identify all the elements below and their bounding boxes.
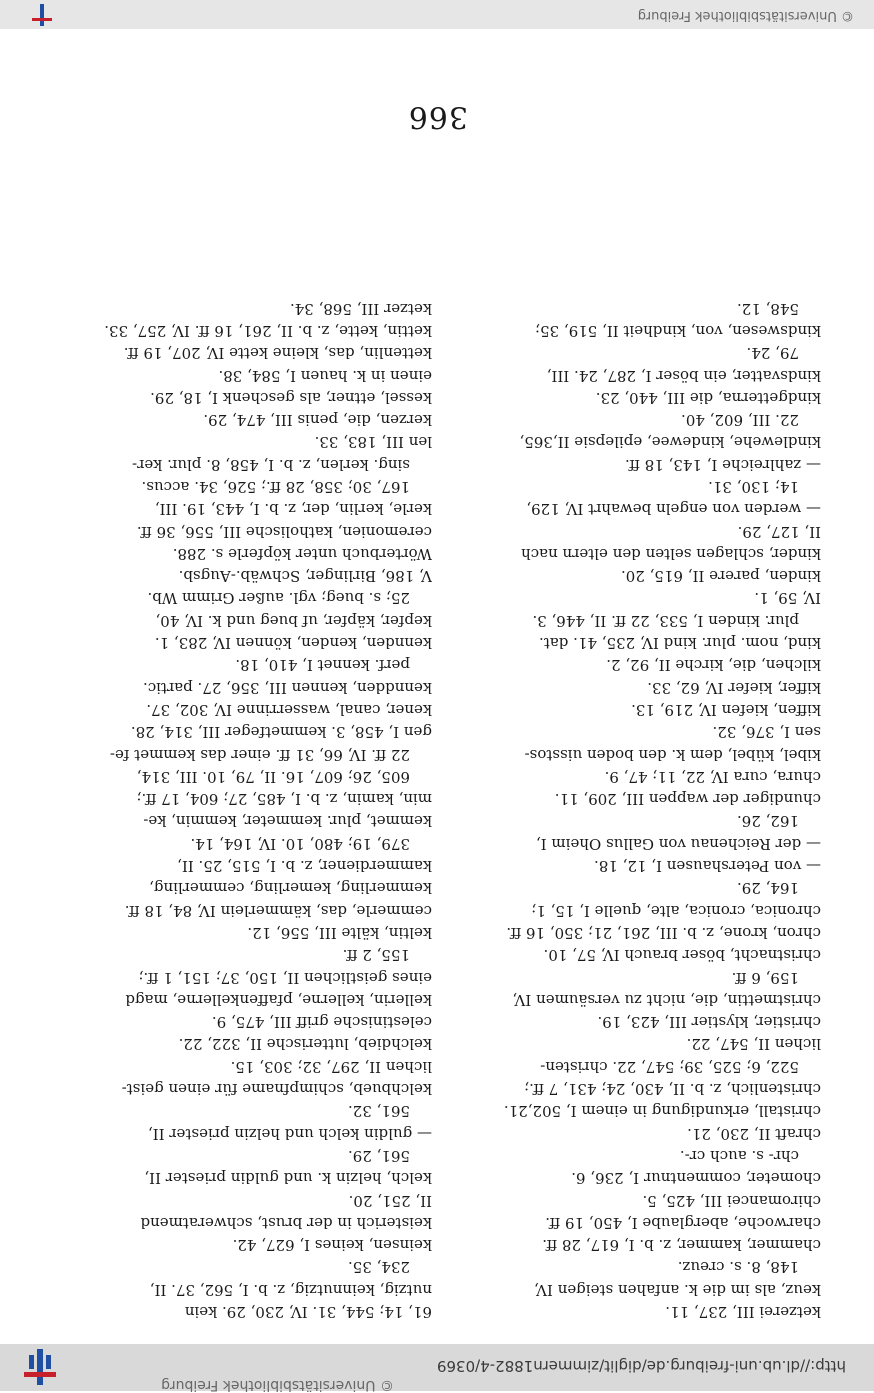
index-entry-line: kindlewehe, kindewee, epilepsie II,365, (519, 433, 821, 452)
index-entry-line: IV, 59, 1. (754, 589, 821, 608)
index-entry-line: 79, 24. (746, 344, 799, 363)
index-entry-line: chura, cura IV, 22, 11; 47, 9. (604, 767, 821, 786)
page-number: 366 (407, 99, 468, 134)
index-entry-line: sing. kerlen, z. b. I, 458, 8. plur. ker- (132, 455, 410, 474)
index-entry-line: kemmet, plur. kemmeter, kemmin, ke- (143, 812, 432, 831)
index-entry-line: kiffer, kiefer IV, 62, 33. (647, 678, 821, 697)
index-entry-line: perf. kennet I, 410, 18. (235, 656, 410, 675)
index-entry-line: kellerin, kellerne, pfaffenkellerne, magd (125, 990, 432, 1009)
index-entry-line: chammer, kammer, z. b. I, 617, 28 ff. (542, 1236, 821, 1255)
index-entry-line: kemmerling, kemerling, cemmerling, (149, 879, 432, 898)
index-entry-line: lichen II, 297, 32; 303, 15. (230, 1057, 432, 1076)
index-entry-line: kilchen, die, kirche II, 92, 2. (606, 656, 821, 675)
index-entry-line: 164, 29. (736, 879, 799, 898)
index-entry-line: kessel, ettner, als geschenk I, 18, 29. (150, 388, 432, 407)
index-entry-line: kammerdiener, z. b. I, 515, 25. II, (177, 857, 432, 876)
index-entry-line: kindsvatter, ein böser I, 287, 24. III, (546, 366, 821, 385)
index-entry-line: chundiger der wappen III, 209, 11. (554, 790, 821, 809)
index-entry-line: gen I, 458, 3. kemmetfeger III, 314, 28. (130, 723, 432, 742)
index-entry-line: Wörterbuch unter köpferle s. 288. (172, 544, 432, 563)
index-entry-line: 148, 8. s. creuz. (677, 1258, 799, 1277)
index-entry-line: 14; 130, 31. (708, 478, 799, 497)
index-entry-line: kettenlin, das, kleine kette IV, 207, 19 ff. (123, 344, 432, 363)
index-entry-line: christmettin, die, nicht zu versäumen IV, (512, 990, 821, 1009)
index-entry-line: chometer, commentnur I, 236, 6. (571, 1169, 821, 1188)
index-entry-line: — zahlreiche I, 143, 18 ff. (625, 455, 821, 474)
index-entry-line: — werden von engeln bewahrt IV, 129, (526, 500, 821, 519)
library-logo-icon (20, 1347, 60, 1387)
index-entry-line: lichen II, 547, 22. (686, 1035, 821, 1054)
copyright-notice: © Universitätsbibliothek Freiburg (161, 1377, 394, 1393)
index-entry-line: kepfer, käpfer, uf bueg und k. IV, 40, (155, 611, 432, 630)
index-entry-line: nutzig, keinnutzig, z. b. I, 562, 37. II, (149, 1280, 432, 1299)
index-entry-line: 155, 2 ff. (342, 946, 410, 965)
index-entry-line: V, 186, Birlinger, Schwäb.-Augsb. (178, 567, 432, 586)
index-entry-line: eines geistlichen II, 150, 37; 151, 1 ff.; (138, 968, 432, 987)
index-entry-line: kerzen, die, penis III, 474, 29. (203, 411, 432, 430)
index-entry-line: sen I, 376, 32. (712, 723, 821, 742)
index-entry-line: chronica, cronica, alte, quelle I, 15, 1; (531, 901, 821, 920)
index-entry-line: christenlich, z. b. II, 430, 24; 431, 7 ff.; (524, 1080, 821, 1099)
index-entry-line: chr- s. auch cr-. (679, 1146, 799, 1165)
index-column-left (436, 297, 821, 1323)
index-entry-line: 159, 6 ff. (731, 968, 799, 987)
index-entry-line: 522, 6; 525, 39; 547, 22. christen- (540, 1057, 799, 1076)
index-entry-line: 162, 26. (736, 812, 799, 831)
index-entry-line: kindgetterna, die III, 440, 23. (595, 388, 821, 407)
index-entry-line: cemmerle, das, kämmerlein IV, 84, 18 ff. (124, 901, 432, 920)
index-entry-line: 61, 14; 544, 31. IV, 230, 29. kein (184, 1303, 432, 1321)
index-entry-line: kindswesen, von, kindheit II, 519, 35; (534, 321, 821, 340)
index-entry-line: christier, klystier III, 423, 19. (597, 1013, 821, 1032)
index-entry-line: kelchdieb, lutterische II, 322, 22. (178, 1035, 432, 1054)
index-entry-line: 548, 12. (736, 299, 799, 318)
index-entry-line: kibel, kübel, dem k. den boden uisstos- (524, 745, 821, 764)
index-entry-line: 234, 35. (347, 1258, 410, 1277)
index-entry-line: kelch, helzin k. und guldin priester II, (144, 1169, 432, 1188)
index-entry-line: ceremonien, katholische III, 556, 36 ff. (136, 522, 432, 541)
index-entry-line: kenndden, kennen III, 356, 27. partic. (143, 678, 432, 697)
index-entry-line: 167, 30; 358, 28 ff.; 526, 34. accus. (141, 478, 410, 497)
index-entry-line: ketzerei III, 237, 11. (665, 1303, 821, 1321)
index-entry-line: keinsen, keines I, 627, 42. (232, 1236, 432, 1255)
index-entry-line: kinder, schlagen selten den eltern nach (521, 544, 821, 563)
viewer-footer-bar (0, 0, 874, 29)
index-column-right (47, 297, 432, 1323)
index-entry-line: celestinische griff III, 475, 9. (211, 1013, 432, 1032)
index-entry-line: 561, 29. (347, 1146, 410, 1165)
index-entry-line: kerle, kerlin, der, z. b. I, 443, 19. III, (154, 500, 432, 519)
index-entry-line: chron, krone, z. b. III, 261, 21; 350, 16 ff. (506, 923, 821, 942)
index-entry-line: 561, 32. (347, 1102, 410, 1121)
index-entry-line: ketzer III, 568, 34. (289, 299, 432, 318)
index-entry-line: chiromancei III, 425, 5. (642, 1191, 821, 1210)
index-entry-line: II, 127, 29. (737, 522, 821, 541)
index-entry-line: kelchbueb, schimpfname für einen geist- (121, 1080, 432, 1099)
index-entry-line: kinden, parere II, 615, 20. (620, 567, 821, 586)
index-entry-line: kind, nom. plur. kind IV, 235, 41. dat. (539, 634, 821, 653)
index-entry-line: chraft II, 230, 21. (687, 1124, 821, 1143)
index-entry-line: einen in k. hauen I, 584, 38. (218, 366, 432, 385)
index-entry-line: 22. III, 602, 40. (681, 411, 799, 430)
index-entry-line: charwoche, aberglaube I, 450, 19 ff. (545, 1213, 821, 1232)
index-entry-line: 22 ff. IV, 66, 31 ff. einer das kemmet fe- (109, 745, 410, 764)
source-url[interactable]: http://dl.ub.uni-freiburg.de/diglit/zimmern1882-4/0369 (436, 1357, 846, 1375)
viewer-header-bar (0, 1344, 874, 1391)
index-entry-line: — der Reichenau von Gallus Oheim I, (535, 834, 821, 853)
index-entry-line: kiffen, kiefen IV, 219, 13. (631, 700, 821, 719)
index-entry-line: keuz, als im die k. anfahen steigen IV, (533, 1280, 821, 1299)
index-entry-line: — von Petershausen I, 12, 18. (594, 857, 821, 876)
index-entry-line: II, 251, 20. (348, 1191, 432, 1210)
index-entry-line: 379, 19; 480, 10. IV, 164, 14. (190, 834, 410, 853)
index-entry-line: — guldin kelch und helzin priester II, (147, 1124, 432, 1143)
footer-copyright: © Universitätsbibliothek Freiburg (637, 8, 854, 23)
library-logo-small-icon (30, 3, 54, 27)
index-entry-line: kettin, kette, z. b. II, 261, 16 ff. IV, 257, 33. (104, 321, 432, 340)
index-entry-line: kennden, kenden, können IV, 283, 1. (154, 634, 432, 653)
index-entry-line: 605, 26; 607, 16. II, 79, 10. III, 314, (136, 767, 410, 786)
index-entry-line: christall, erkundigung in einem I, 502,21. (503, 1102, 821, 1121)
index-entry-line: 25; s. bueg; vgl. außer Grimm Wb. (147, 589, 410, 608)
index-entry-line: christnacht, böser brauch IV, 57, 10. (543, 946, 821, 965)
index-entry-line: min, kamin, z. b. I, 485, 27; 604, 17 ff.; (136, 790, 432, 809)
index-entry-line: kener, canal, wasserrinne IV, 302, 37. (146, 700, 432, 719)
index-entry-line: keltin, kälte III, 556, 12. (247, 923, 432, 942)
index-entry-line: len III, 183, 33. (314, 433, 432, 452)
index-entry-line: keisterich in der brust, schweratmend (140, 1213, 432, 1232)
index-entry-line: plur. kinden I, 533, 22 ff. II, 446, 3. (532, 611, 799, 630)
